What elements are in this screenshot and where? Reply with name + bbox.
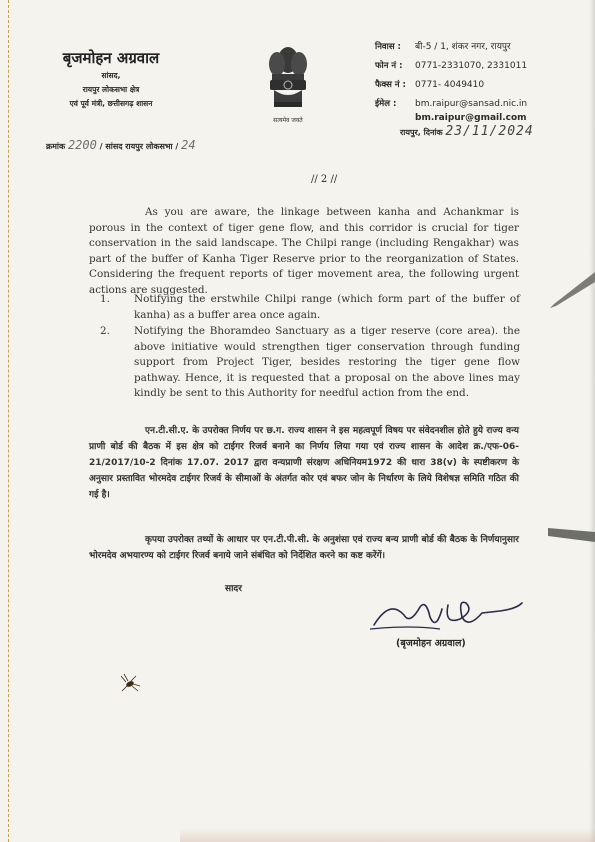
lion-capital-icon bbox=[258, 42, 318, 114]
list-item bbox=[100, 324, 520, 402]
list-item-text: Notifying the Bhoramdeo Sanctuary as a tiger reserve (core area). the above initiative would strengthen tiger conservation through funding support from Project Tiger, besides restoring the tiger gene flow pathway. Hence, it is requested that a proposal on the above lines may kindly be sent to this Authority for needful action from the end. bbox=[134, 325, 520, 399]
emblem-motto: सत्यमेव जयते bbox=[273, 117, 303, 124]
email-value-1: bm.raipur@sansad.nic.in bbox=[415, 99, 528, 109]
reference-label: क्रमांक bbox=[46, 142, 66, 151]
english-paragraph bbox=[89, 205, 519, 298]
reference-line bbox=[46, 138, 196, 152]
email-label: ईमेल : bbox=[375, 99, 397, 109]
hindi-paragraph-1-text: एन.टी.सी.ए. के उपरोक्त निर्णय पर छ.ग. राज्य शासन ने इस महत्वपूर्ण विषय पर संवेदनशील होते हुये राज्य वन्य प्राणी बोर्ड की बैठक में इस क्षेत्र को टाईगर रिजर्व बनाने का निर्णय लिया गया एवं राज्य शासन के आदेश क्र./एफ-06-21/2017/10-2 दिनांक 17.07. 2017 द्वारा वन्यप्राणी संरक्षण अधिनियम1972 की धारा 38(v) के स्पष्टीकरण के अनुसार प्रस्तावित भोरमदेव टाईगर रिजर्व के सीमाओं के अंतर्गत कोर एवं बफर जोन के निर्धारण के लिये विशेषज्ञ समिति गठित की गई है। bbox=[89, 426, 519, 500]
fax-row bbox=[375, 76, 575, 95]
reference-number: 2200 bbox=[67, 138, 97, 152]
date-value: 23/11/2024 bbox=[445, 124, 534, 139]
list-item-number: 2. bbox=[100, 325, 110, 337]
pen-cap-shadow bbox=[548, 518, 595, 548]
national-emblem bbox=[258, 42, 318, 128]
page-edge-shadow bbox=[589, 0, 595, 842]
reference-suffix: / सांसद रायपुर लोकसभा / bbox=[99, 142, 179, 151]
sender-former-post: एवं पूर्व मंत्री, छत्तीसगढ़ शासन bbox=[69, 99, 153, 108]
closing-salutation: सादर bbox=[225, 584, 242, 594]
bottom-stain bbox=[180, 828, 595, 842]
english-paragraph-text: As you are aware, the linkage between kanha and Achankmar is porous in the context of tiger gene flow, and this corridor is crucial for tiger conservation in the said landscape. The Chilpi range (including Rengakhar) was part of the buffer of Kanha Tiger Reserve prior to the reorganization of States. Considering the frequent reports of tiger movement area, the following urgent actions are suggested. bbox=[89, 206, 519, 296]
hindi-paragraph-2 bbox=[89, 532, 519, 564]
hindi-paragraph-1 bbox=[89, 423, 519, 503]
address-row bbox=[375, 38, 575, 57]
signatory-name: (बृजमोहन अग्रवाल) bbox=[396, 638, 466, 649]
list-item bbox=[100, 292, 520, 323]
action-list bbox=[100, 292, 520, 403]
sender-title: सांसद, bbox=[101, 71, 121, 80]
insect-icon bbox=[118, 672, 142, 694]
list-item-number: 1. bbox=[100, 293, 110, 305]
address-value: बी-5 / 1, शंकर नगर, रायपुर bbox=[415, 42, 511, 52]
phone-label: फोन नं : bbox=[375, 61, 403, 71]
email-value-2: bm.raipur@gmail.com bbox=[415, 113, 527, 123]
page-number: // 2 // bbox=[311, 174, 338, 185]
margin-rule bbox=[8, 0, 10, 842]
fax-value: 0771- 4049410 bbox=[415, 80, 485, 90]
address-label: निवास : bbox=[375, 42, 401, 52]
pen-tip-shadow bbox=[548, 260, 595, 310]
hindi-paragraph-2-text: कृपया उपरोक्त तथ्यों के आधार पर एन.टी.पी.सी. के अनुशंसा एवं राज्य बन्य प्राणी बोर्ड की बैठक के निर्णयानुसार भोरमदेव अभयारण्य को टाईगर रिजर्व बनाये जाने संबंधित को निर्देशित करने का कष्ट करेंगें। bbox=[89, 535, 519, 561]
sender-name: बृजमोहन अग्रवाल bbox=[62, 49, 160, 67]
reference-year: 24 bbox=[181, 138, 196, 152]
handwritten-signature bbox=[370, 595, 530, 635]
letterhead-left bbox=[46, 48, 176, 110]
phone-value: 0771-2331070, 2331011 bbox=[415, 61, 528, 71]
letterhead-right bbox=[375, 38, 575, 125]
date-line bbox=[400, 124, 534, 139]
date-label: रायपुर, दिनांक bbox=[400, 128, 443, 137]
list-item-text: Notifying the erstwhile Chilpi range (which form part of the buffer of kanha) as a buffer area once again. bbox=[134, 293, 520, 321]
fax-label: फैक्स नं : bbox=[375, 80, 406, 90]
phone-row bbox=[375, 57, 575, 76]
sender-constituency: रायपुर लोकसभा क्षेत्र bbox=[82, 85, 140, 94]
